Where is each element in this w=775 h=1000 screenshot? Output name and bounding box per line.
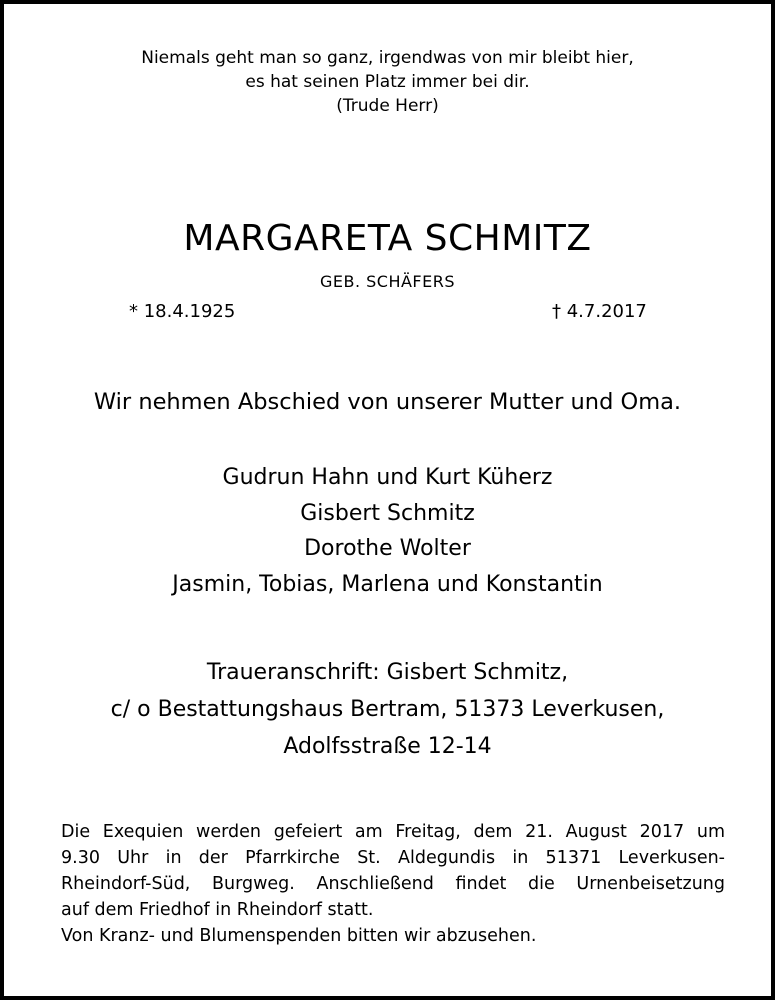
quote-author: (Trude Herr) <box>336 96 439 116</box>
quote-line: es hat seinen Platz immer bei dir. <box>245 72 530 92</box>
mourning-address <box>4 654 771 765</box>
mourner-line: Gisbert Schmitz <box>300 500 475 526</box>
service-line: Von Kranz- und Blumenspenden bitten wir abzusehen. <box>61 926 537 946</box>
farewell-statement: Wir nehmen Abschied von unserer Mutter und Oma. <box>93 389 682 415</box>
deceased-name: MARGARETA SCHMITZ <box>183 218 592 259</box>
funeral-service-info <box>61 819 725 949</box>
mourner-line: Jasmin, Tobias, Marlena und Konstantin <box>172 571 603 597</box>
mourner-line: Gudrun Hahn und Kurt Küherz <box>222 465 553 490</box>
mourners-list <box>4 460 771 602</box>
service-line: 9.30 Uhr in der Pfarrkirche St. Aldegundis in 51371 Leverkusen- <box>61 848 725 868</box>
address-line: Traueranschrift: Gisbert Schmitz, <box>206 660 569 685</box>
quote-line: Niemals geht man so ganz, irgendwas von mir bleibt hier, <box>141 48 634 68</box>
address-line: Adolfsstraße 12-14 <box>283 734 492 759</box>
maiden-name: GEB. SCHÄFERS <box>319 272 456 291</box>
service-line: auf dem Friedhof in Rheindorf statt. <box>61 900 374 920</box>
service-line: Rheindorf-Süd, Burgweg. Anschließend findet die Urnenbeisetzung <box>61 874 725 894</box>
death-date: † 4.7.2017 <box>552 301 647 322</box>
mourner-line: Dorothe Wolter <box>304 536 471 561</box>
birth-date: * 18.4.1925 <box>129 301 236 322</box>
address-line: c/ o Bestattungshaus Bertram, 51373 Leverkusen, <box>110 697 665 722</box>
epitaph-quote <box>4 46 771 118</box>
service-line: Die Exequien werden gefeiert am Freitag, dem 21. August 2017 um <box>61 822 725 842</box>
